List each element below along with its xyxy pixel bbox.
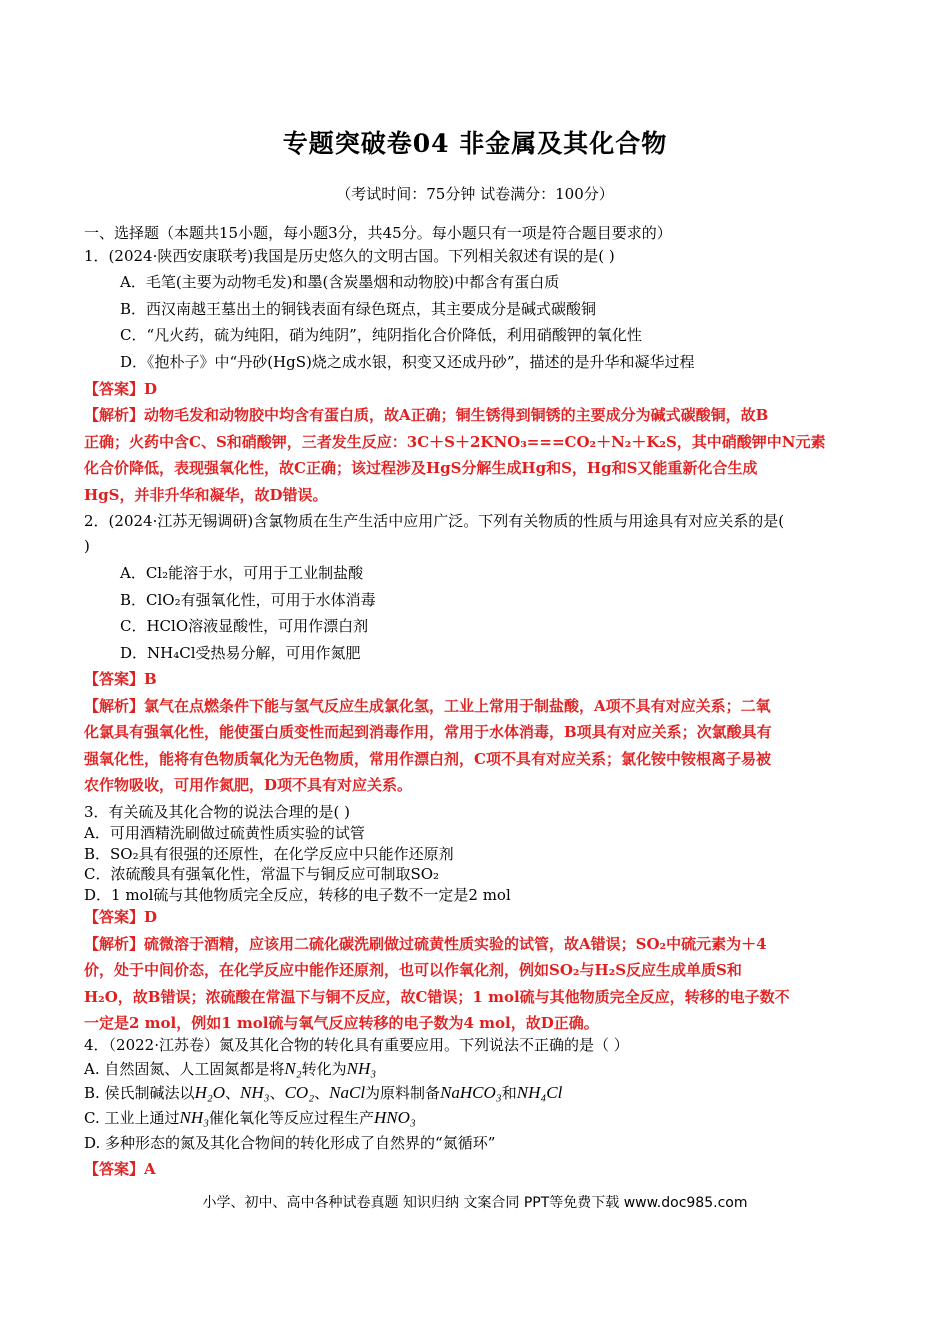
q2-option-b: B．ClO₂有强氧化性，可用于水体消毒 [120, 591, 376, 609]
q1-option-d: D．《抱朴子》中“丹砂(HgS)烧之成水银，积变又还成丹砂”，描述的是升华和凝华过程 [120, 353, 695, 371]
option-text: A. 自然固氮、人工固氮都是将 [84, 1060, 285, 1078]
separator: 、 [225, 1084, 241, 1102]
q3-stem: 3．有关硫及其化合物的说法合理的是( ) [84, 803, 351, 821]
q4-option-c [84, 1107, 416, 1129]
q1-option-b: B．西汉南越王墓出土的铜钱表面有绿色斑点，其主要成分是碱式碳酸铜 [120, 300, 597, 318]
option-text: B. 侯氏制碱法以 [84, 1084, 195, 1102]
option-text: 转化为 [301, 1060, 347, 1078]
answer-label: 【答案】 [84, 670, 145, 688]
q1-answer [84, 378, 157, 399]
q4-option-a [84, 1058, 376, 1080]
answer-value: A [144, 1160, 156, 1178]
formula-hno3: HNO₃ [374, 1108, 416, 1127]
section-heading: 一、选择题（本题共15小题，每小题3分，共45分。每小题只有一项是符合题目要求的） [84, 224, 672, 242]
q4-stem: 4．（2022·江苏卷）氮及其化合物的转化具有重要应用。下列说法不正确的是（ ） [84, 1036, 629, 1054]
separator: 、 [314, 1084, 330, 1102]
analysis-label: 【解析】 [84, 697, 145, 715]
q2-analysis-line-3: 强氧化性，能将有色物质氧化为无色物质，常用作漂白剂，C项不具有对应关系；氯化铵中铵根离子易被 [84, 750, 771, 768]
q1-analysis-line-1 [84, 404, 768, 425]
q3-analysis-line-2: 价，处于中间价态，在化学反应中能作还原剂，也可以作氧化剂，例如SO₂与H₂S反应生成单质S和 [84, 961, 742, 979]
option-text: 催化氧化等反应过程生产 [209, 1109, 375, 1127]
formula-nacl: NaCl [329, 1083, 366, 1102]
formula-nh3: NH₃ [346, 1059, 377, 1078]
formula-nahco3: NaHCO₃ [440, 1083, 502, 1102]
analysis-text: 氯气在点燃条件下能与氢气反应生成氯化氢，工业上常用于制盐酸，A项不具有对应关系；二氧 [144, 697, 771, 715]
q2-option-d: D．NH₄Cl受热易分解，可用作氮肥 [120, 644, 361, 662]
q3-option-b: B．SO₂具有很强的还原性，在化学反应中只能作还原剂 [84, 845, 454, 863]
exam-meta: （考试时间：75分钟 试卷满分：100分） [336, 185, 614, 203]
q2-stem-cont: ) [84, 537, 90, 555]
formula-n2: N₂ [284, 1059, 302, 1078]
answer-label: 【答案】 [84, 1160, 145, 1178]
option-text: 和 [501, 1084, 517, 1102]
formula-nh3: NH₃ [240, 1083, 270, 1102]
answer-label: 【答案】 [84, 380, 145, 398]
analysis-label: 【解析】 [84, 406, 145, 424]
option-text: C. 工业上通过 [84, 1109, 180, 1127]
formula-h2o: H₂O [194, 1083, 226, 1102]
q2-analysis-line-1 [84, 695, 771, 716]
separator: 、 [269, 1084, 285, 1102]
q4-answer [84, 1158, 156, 1179]
formula-co2: CO₂ [284, 1083, 315, 1102]
q2-analysis-line-2: 化氯具有强氧化性，能使蛋白质变性而起到消毒作用，常用于水体消毒，B项具有对应关系；次氯酸具有 [84, 723, 772, 741]
q4-option-d: D. 多种形态的氮及其化合物间的转化形成了自然界的“氮循环” [84, 1134, 496, 1152]
q1-option-a: A．毛笔(主要为动物毛发)和墨(含炭墨烟和动物胶)中都含有蛋白质 [120, 273, 560, 291]
q3-answer [84, 906, 157, 927]
q1-analysis-line-3: 化合价降低，表现强氧化性，故C正确；该过程涉及HgS分解生成Hg和S，Hg和S又能重新化合生成 [84, 459, 758, 477]
page-footer[interactable]: 小学、初中、高中各种试卷真题 知识归纳 文案合同 PPT等免费下载 www.doc985.com [202, 1195, 748, 1211]
q3-option-d: D．1 mol硫与其他物质完全反应，转移的电子数不一定是2 mol [84, 886, 511, 904]
option-text: 为原料制备 [365, 1084, 441, 1102]
formula-nh4cl: NH₄Cl [516, 1083, 563, 1102]
answer-value: D [144, 908, 158, 926]
analysis-label: 【解析】 [84, 935, 145, 953]
analysis-text: 动物毛发和动物胶中均含有蛋白质，故A正确；铜生锈得到铜锈的主要成分为碱式碳酸铜，故B [144, 406, 769, 424]
q2-stem: 2．(2024·江苏无锡调研)含氯物质在生产生活中应用广泛。下列有关物质的性质与用途具有对应关系的是( [84, 512, 785, 530]
q1-analysis-line-4: HgS，并非升华和凝华，故D错误。 [84, 486, 328, 504]
formula-nh3: NH₃ [179, 1108, 210, 1127]
answer-label: 【答案】 [84, 908, 145, 926]
q4-option-b [84, 1082, 562, 1104]
q3-option-c: C．浓硫酸具有强氧化性，常温下与铜反应可制取SO₂ [84, 865, 440, 883]
analysis-text: 硫微溶于酒精，应该用二硫化碳洗刷做过硫黄性质实验的试管，故A错误；SO₂中硫元素为＋4 [144, 935, 767, 953]
q1-option-c: C．“凡火药，硫为纯阳，硝为纯阴”，纯阴指化合价降低，利用硝酸钾的氧化性 [120, 326, 642, 344]
q1-stem: 1．(2024·陕西安康联考)我国是历史悠久的文明古国。下列相关叙述有误的是( ) [84, 247, 615, 265]
q3-analysis-line-1 [84, 933, 767, 954]
answer-value: D [144, 380, 158, 398]
answer-value: B [144, 670, 157, 688]
q3-analysis-line-4: 一定是2 mol，例如1 mol硫与氧气反应转移的电子数为4 mol，故D正确。 [84, 1014, 599, 1032]
q2-option-c: C．HClO溶液显酸性，可用作漂白剂 [120, 617, 369, 635]
q3-option-a: A．可用酒精洗刷做过硫黄性质实验的试管 [84, 824, 365, 842]
q2-analysis-line-4: 农作物吸收，可用作氮肥，D项不具有对应关系。 [84, 776, 413, 794]
q2-answer [84, 668, 157, 689]
page-title: 专题突破卷04 非金属及其化合物 [282, 129, 668, 158]
q2-option-a: A．Cl₂能溶于水，可用于工业制盐酸 [120, 564, 364, 582]
q1-analysis-line-2: 正确；火药中含C、S和硝酸钾，三者发生反应：3C＋S＋2KNO₃===CO₂＋N₂＋K₂S，其中硝酸钾中N元素 [84, 433, 826, 451]
q3-analysis-line-3: H₂O，故B错误；浓硫酸在常温下与铜不反应，故C错误；1 mol硫与其他物质完全反应，转移的电子数不 [84, 988, 790, 1006]
